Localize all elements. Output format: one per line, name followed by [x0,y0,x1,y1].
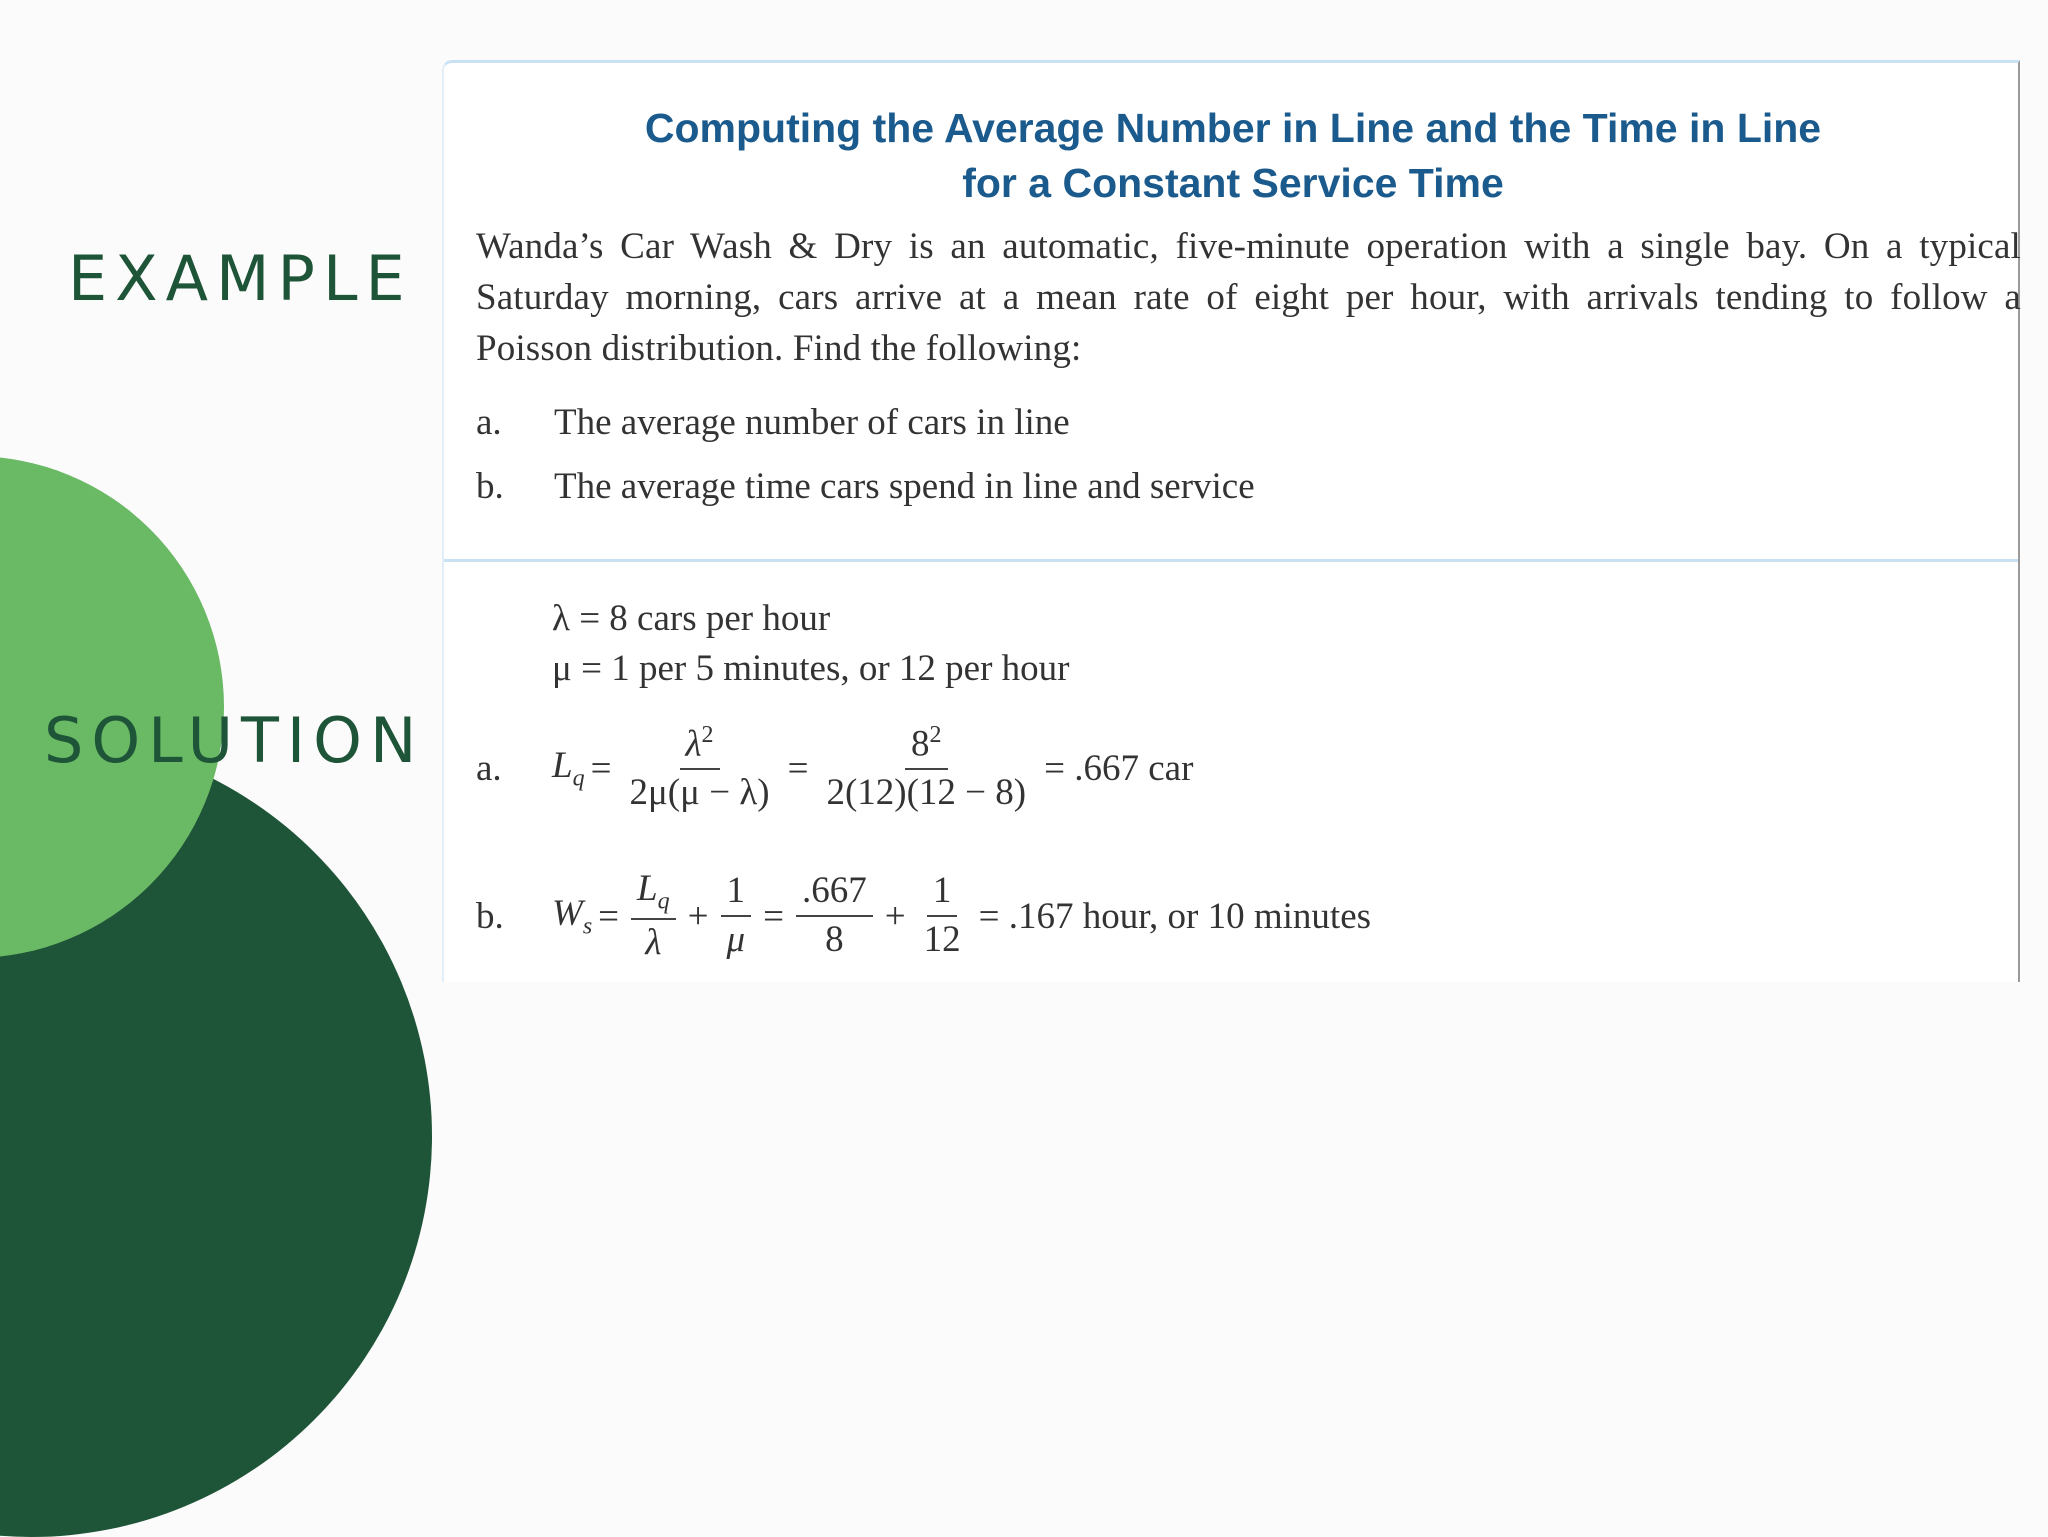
ws-symbol: $W_s$ [552,892,593,940]
section-divider [444,559,2018,562]
fraction-numerator: 1 [927,870,958,917]
solution-b-equation [476,851,1377,981]
fraction-denominator: λ [645,921,662,963]
substituted-fraction-1 [796,870,873,961]
fraction-denominator: 2μ(μ − λ) [629,771,770,813]
lq-over-lambda-fraction [631,868,676,965]
title-line-1: Computing the Average Number in Line and the Time in Line [644,105,1822,151]
item-text: The average number of cars in line [554,402,1070,443]
fraction-denominator: 8 [825,919,844,960]
item-marker: b. [476,466,504,507]
one-over-mu-fraction [721,870,752,961]
fraction-numerator: .667 [796,870,873,917]
formula-fraction [623,722,775,814]
item-text: The average time cars spend in line and service [554,466,1255,507]
equals-sign: = [598,895,620,937]
fraction-numerator: $8^2$ [905,722,948,770]
fraction-numerator: 1 [721,870,752,917]
example-title [444,101,2022,211]
fraction-denominator: 12 [923,919,961,960]
arrival-rate-given: λ = 8 cars per hour [552,598,831,639]
problem-statement: Wanda’s Car Wash & Dry is an automatic, five-minute operation with a single bay. On a typical Saturday morning, cars arrive at a mean rate of eight per hour, with arrivals tending to follow a Poisson distribution. Find the following: [476,226,2021,369]
title-line-2: for a Constant Service Time [962,160,1504,206]
fraction-numerator: $\lambda^2$ [680,722,720,770]
item-marker: a. [476,402,502,443]
substituted-fraction-2 [918,870,967,961]
result-text: = .167 hour, or 10 minutes [978,895,1372,937]
result-text: = .667 car [1044,747,1194,789]
service-rate-given: μ = 1 per 5 minutes, or 12 per hour [552,648,1070,689]
equals-sign: = [590,747,612,789]
solution-marker: b. [476,895,504,937]
solution-label: SOLUTION [44,704,425,777]
fraction-denominator: 2(12)(12 − 8) [826,771,1027,813]
example-label: EXAMPLE [68,242,413,315]
solution-a-equation [476,708,1199,828]
question-item-a [476,401,1070,444]
plus-sign: + [687,895,709,937]
fraction-denominator: μ [726,919,746,960]
equals-sign: = [763,895,784,937]
fraction-numerator: $L_q$ [631,868,676,920]
question-item-b [476,465,1255,508]
plus-sign: + [884,895,906,937]
lq-symbol: $L_q$ [552,744,585,792]
substituted-fraction [820,722,1032,814]
textbook-panel [442,60,2020,982]
equals-sign: = [787,747,809,789]
solution-marker: a. [476,747,502,789]
